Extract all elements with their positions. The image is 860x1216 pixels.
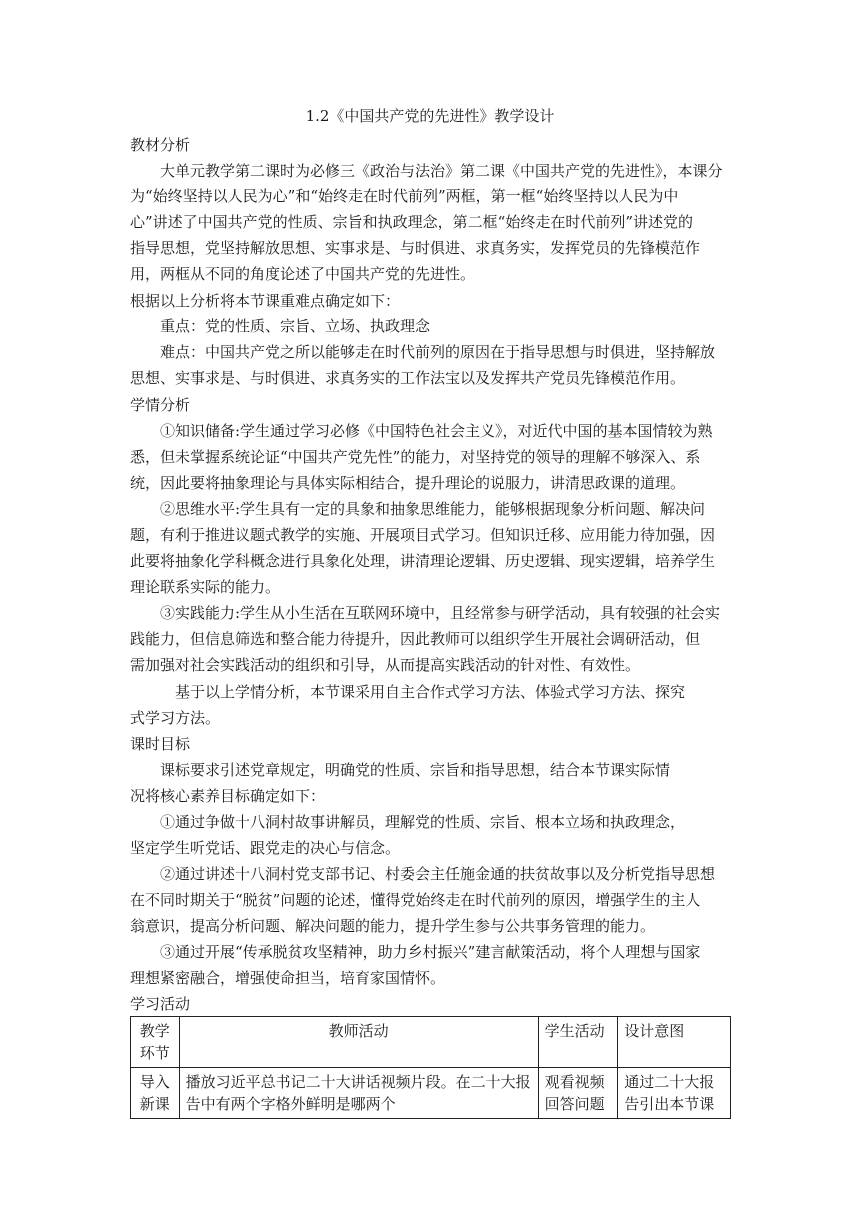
paragraph-line: 践能力，但信息筛选和整合能力待提升，因此教师可以组织学生开展社会调研活动，但 [130,630,701,648]
cell-stage: 导入新课 [131,1068,180,1119]
paragraph-line: 况将核心素养目标确定如下： [130,787,326,805]
paragraph-line: 理想紧密融合，增强使命担当，培育家国情怀。 [130,969,446,987]
paragraph-line: ①知识储备:学生通过学习必修《中国特色社会主义》，对近代中国的基本国情较为熟 [160,422,713,440]
document-title: 1.2《中国共产党的先进性》教学设计 [305,107,555,125]
paragraph-line: ②思维水平:学生具有一定的具象和抽象思维能力，能够根据现象分析问题、解决问 [160,500,706,518]
paragraph-line: 为“始终坚持以人民为心”和“始终走在时代前列”两框，第一框“始终坚持以人民为中 [130,187,679,205]
paragraph-line: 基于以上学情分析，本节课采用自主合作式学习方法、体验式学习方法、探究 [175,683,686,701]
paragraph-line: 统，因此要将抽象理论与具体实际相结合，提升理论的说服力，讲清思政课的道理。 [130,474,686,492]
header-cell-stage: 教学环节 [131,1017,180,1068]
paragraph-line: 课标要求引述党章规定，明确党的性质、宗旨和指导思想，结合本节课实际情 [160,761,671,779]
difficult-point-line: 难点：中国共产党之所以能够走在时代前列的原因在于指导思想与时俱进，坚持解放 [160,343,716,361]
header-cell-teacher: 教师活动 [179,1017,538,1068]
paragraph-line: ②通过讲述十八洞村党支部书记、村委会主任施金通的扶贫故事以及分析党指导思想 [160,865,716,883]
paragraph-line: 理论联系实际的能力。 [130,578,281,596]
paragraph-line: 在不同时期关于“脱贫”问题的论述，懂得党始终走在时代前列的原因，增强学生的主人 [130,891,701,909]
paragraph-line: 翁意识，提高分析问题、解决问题的能力，提升学生参与公共事务管理的能力。 [130,917,656,935]
paragraph-line: 大单元教学第二课时为必修三《政治与法治》第二课《中国共产党的先进性》，本课分 [160,162,723,180]
paragraph-line: 心”讲述了中国共产党的性质、宗旨和执政理念，第二框“始终走在时代前列”讲述党的 [130,213,694,231]
table-row [131,1068,731,1119]
heading-learning-activities: 学习活动 [130,995,191,1013]
heading-lesson-goals: 课时目标 [130,735,191,753]
heading-student-analysis: 学情分析 [130,396,191,414]
cell-student-activity: 观看视频回答问题 [538,1068,618,1119]
paragraph-line: 思想、实事求是、与时俱进、求真务实的工作法宝以及发挥共产党员先锋模范作用。 [130,369,686,387]
header-cell-intent: 设计意图 [618,1017,731,1068]
paragraph-line: ③实践能力:学生从小生活在互联网环境中，且经常参与研学活动，具有较强的社会实 [160,604,721,622]
paragraph-line: 题，有利于推进议题式教学的实施、开展项目式学习。但知识迁移、应用能力待加强，因 [130,526,716,544]
paragraph-line: 需加强对社会实践活动的组织和引导，从而提高实践活动的针对性、有效性。 [130,656,641,674]
paragraph-line: 根据以上分析将本节课重难点确定如下： [130,292,401,310]
paragraph-line: ①通过争做十八洞村故事讲解员，理解党的性质、宗旨、根本立场和执政理念， [160,813,686,831]
table-header-row [131,1017,731,1068]
key-point-line: 重点：党的性质、宗旨、立场、执政理念 [160,317,431,335]
paragraph-line: 用，两框从不同的角度论述了中国共产党的先进性。 [130,265,476,283]
paragraph-line: 悉，但未掌握系统论证“中国共产党先性”的能力，对坚持党的领导的理解不够深入、系 [130,448,701,466]
heading-material-analysis: 教材分析 [130,136,191,154]
paragraph-line: 式学习方法。 [130,709,221,727]
cell-design-intent: 通过二十大报告引出本节课 [618,1068,731,1119]
header-cell-student: 学生活动 [538,1017,618,1068]
paragraph-line: ③通过开展“传承脱贫攻坚精神，助力乡村振兴”建言献策活动，将个人理想与国家 [160,943,701,961]
cell-teacher-activity: 播放习近平总书记二十大讲话视频片段。在二十大报告中有两个字格外鲜明是哪两个 [179,1068,538,1119]
paragraph-line: 坚定学生听党话、跟党走的决心与信念。 [130,839,401,857]
paragraph-line: 指导思想，党坚持解放思想、实事求是、与时俱进、求真务实，发挥党员的先锋模范作 [130,239,701,257]
activities-table [130,1016,731,1119]
paragraph-line: 此要将抽象化学科概念进行具象化处理，讲清理论逻辑、历史逻辑、现实逻辑，培养学生 [130,552,716,570]
